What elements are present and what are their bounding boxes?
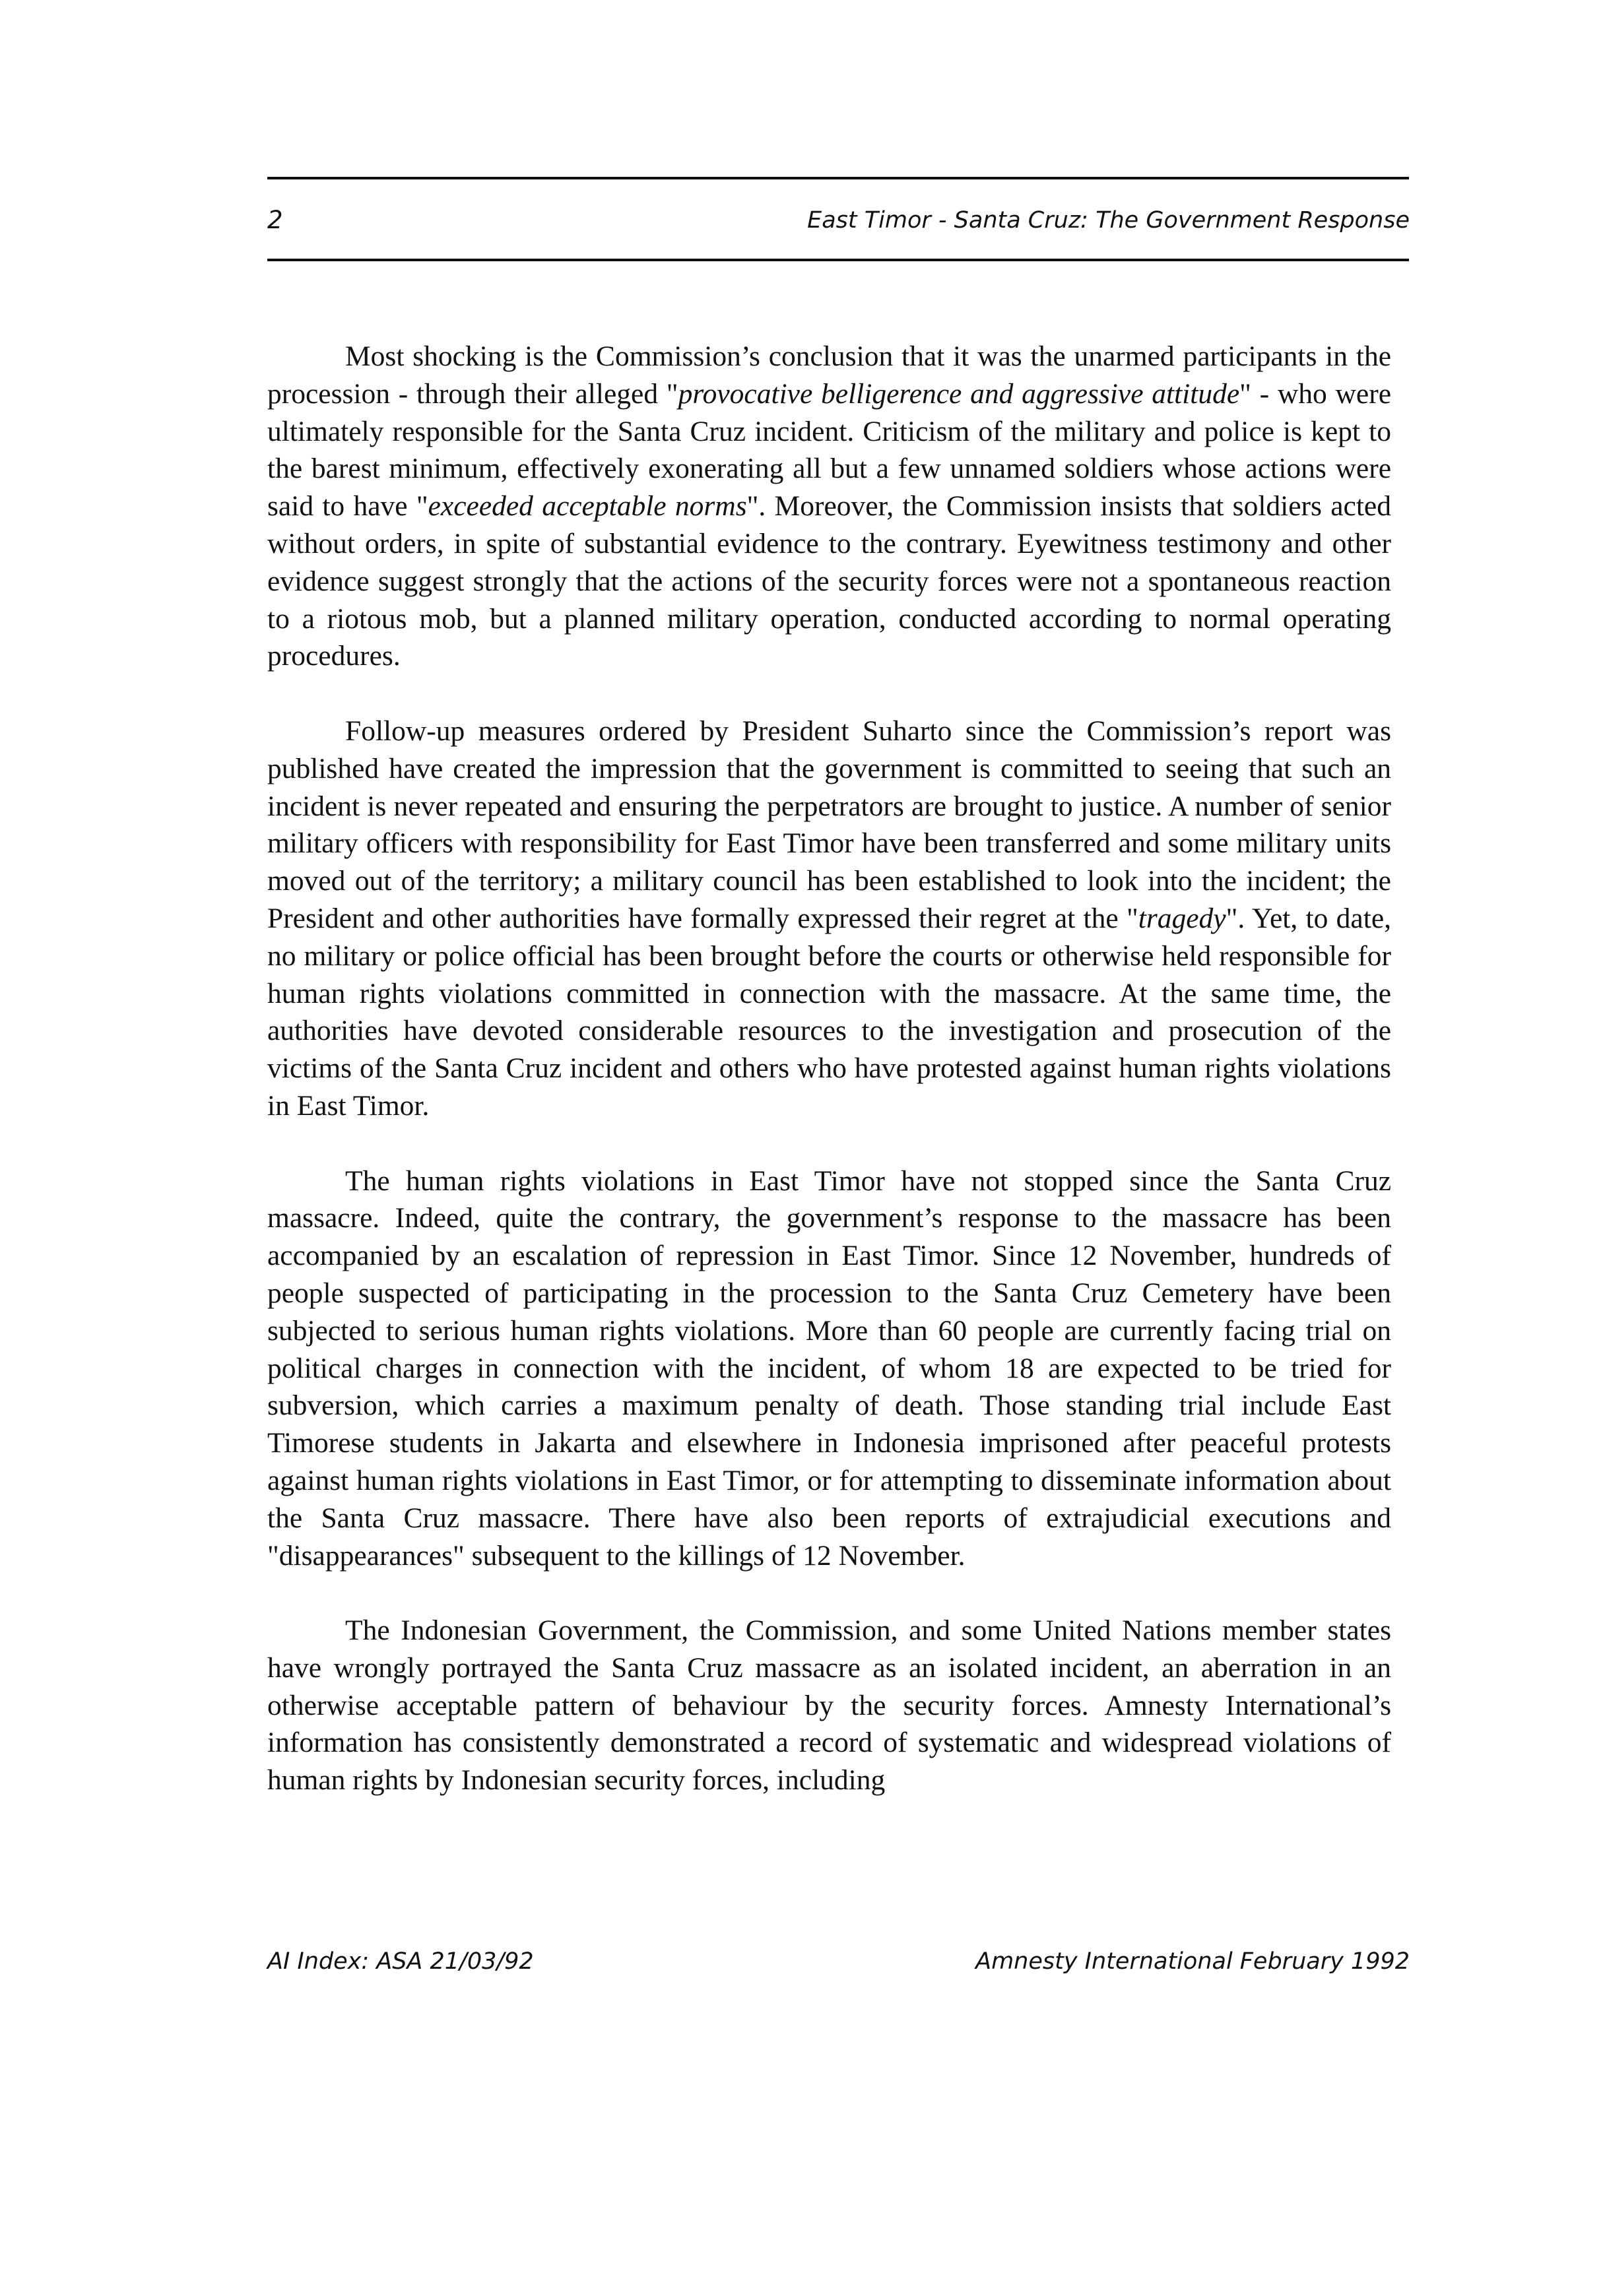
text-run: Follow-up measures ordered by President Suharto since the Commission’s report was published have created the impression that the government is committed to seeing that such an incident is never repeated and ensuring the perpetrators are brought to justice. A number of senior military officers with responsibility for East Timor have been transferred and some military units moved out of the territory; a military council has been established to look into the incident; the President and other authorities have formally expressed their regret at the " [267, 715, 1391, 934]
text-run: ". Yet, to date, no military or police official has been brought before the courts or otherwise held responsible for human rights violations committed in connection with the massacre. At the same time, the authorities have devoted considerable resources to the investigation and prosecution of the victims of the Santa Cruz incident and others who have protested against human rights violations in East Timor. [267, 902, 1391, 1122]
text-run: The Indonesian Government, the Commission, and some United Nations member states have wrongly portrayed the Santa Cruz massacre as an isolated incident, an aberration in an otherwise acceptable pattern of behaviour by the security forces. Amnesty International’s information has consistently demonstrated a record of systematic and widespread violations of human rights by Indonesian security forces, including [267, 1614, 1391, 1797]
running-title: East Timor - Santa Cruz: The Government Response [807, 207, 1410, 234]
italic-run: exceeded acceptable norms [428, 490, 747, 523]
italic-run: provocative belligerence and aggressive attitude [678, 377, 1240, 410]
paragraph [267, 338, 1391, 675]
text-run: " - who were ultimately responsible for the Santa Cruz incident. Criticism of the military and police is kept to the barest minimum, effectively exonerating all but a few unnamed soldiers whose actions were said to have " [267, 377, 1392, 523]
text-run: The human rights violations in East Timor have not stopped since the Santa Cruz massacre. Indeed, quite the contrary, the government’s response to the massacre has been accompanied by an escalation of repression in East Timor. Since 12 November, hundreds of people suspected of participating in the procession to the Santa Cruz Cemetery have been subjected to serious human rights violations. More than 60 people are currently facing trial on political charges in connection with the incident, of whom 18 are expected to be tried for subversion, which carries a maximum penalty of death. Those standing trial include East Timorese students in Jakarta and elsewhere in Indonesia imprisoned after peaceful protests against human rights violations in East Timor, or for attempting to disseminate information about the Santa Cruz massacre. There have also been reports of extrajudicial executions and "disappearances" subsequent to the killings of 12 November. [267, 1164, 1391, 1572]
header-bottom-rule [267, 259, 1409, 261]
text-run: ". Moreover, the Commission insists that soldiers acted without orders, in spite of substantial evidence to the contrary. Eyewitness testimony and other evidence suggest strongly that the actions of the security forces were not a spontaneous reaction to a riotous mob, but a planned military operation, conducted according to normal operating procedures. [267, 490, 1391, 672]
body-text [267, 338, 1391, 1837]
text-run: Most shocking is the Commission’s conclusion that it was the unarmed participants in the procession - through their alleged " [267, 340, 1391, 410]
paragraph [267, 713, 1391, 1125]
paragraph [267, 1612, 1391, 1799]
header-top-rule [267, 177, 1409, 179]
italic-run: tragedy [1138, 902, 1226, 934]
page-number: 2 [267, 206, 283, 234]
paragraph [267, 1163, 1391, 1575]
ai-index: AI Index: ASA 21/03/92 [267, 1948, 534, 1975]
publisher-date: Amnesty International February 1992 [975, 1948, 1410, 1975]
